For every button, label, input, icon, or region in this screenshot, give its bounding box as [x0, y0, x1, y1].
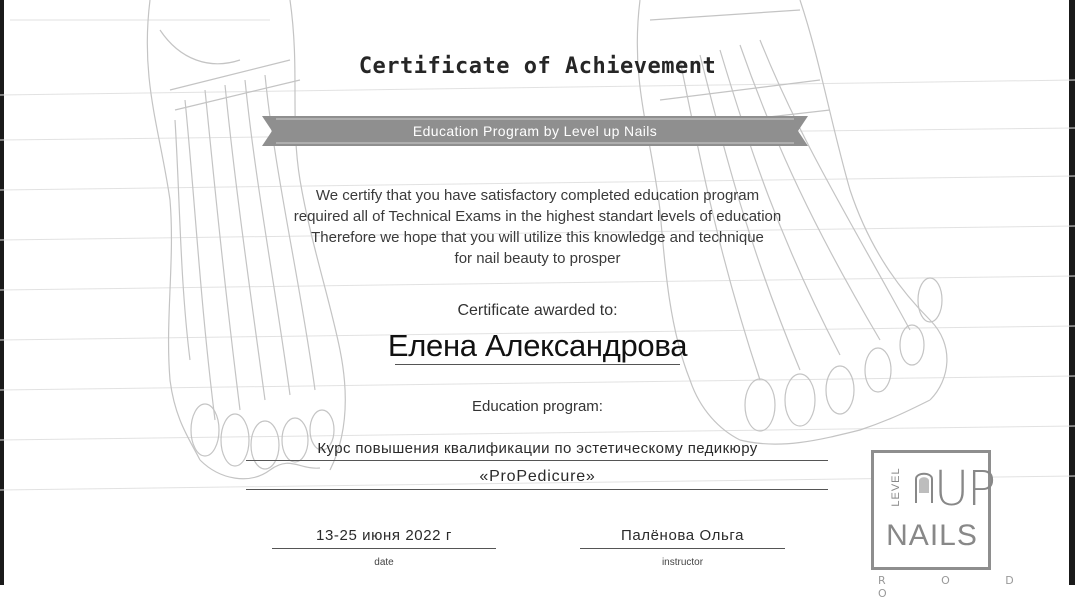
certify-line: for nail beauty to prosper: [454, 250, 621, 267]
certify-line: Therefore we hope that you will utilize this knowledge and technique: [311, 229, 764, 246]
date-underline: [272, 548, 496, 549]
course-underline: [246, 460, 828, 461]
logo-level-text: LEVEL: [890, 467, 902, 507]
level-up-nails-logo: [871, 450, 995, 570]
logo-bottom-letters: R O D O: [878, 574, 1040, 600]
instructor-label: instructor: [661, 557, 704, 568]
awarded-label: Certificate awarded to:: [457, 302, 618, 319]
certification-statement: [250, 185, 825, 269]
date-label: date: [374, 557, 394, 568]
recipient-name: Елена Александрова: [387, 328, 688, 363]
education-program-label: Education program:: [472, 398, 603, 415]
program-banner-text: Education Program by Level up Nails: [412, 123, 658, 139]
logo-up-text: UP: [934, 461, 995, 517]
instructor-value: Палёнова Ольга: [620, 527, 745, 544]
instructor-underline: [580, 548, 785, 549]
course-name: «ProPedicure»: [479, 468, 596, 485]
date-value: 13-25 июня 2022 г: [316, 527, 452, 544]
course-name-underline: [246, 489, 828, 490]
nail-icon: [914, 469, 934, 503]
course-title: Курс повышения квалификации по эстетическому педикюру: [317, 440, 758, 457]
logo-nails-text: NAILS: [886, 519, 978, 552]
certify-line: We certify that you have satisfactory completed education program: [315, 187, 760, 204]
recipient-underline: [395, 364, 680, 365]
certify-line: required all of Technical Exams in the highest standart levels of education: [293, 208, 782, 225]
certificate-title: Certificate of Achievement: [358, 54, 717, 79]
